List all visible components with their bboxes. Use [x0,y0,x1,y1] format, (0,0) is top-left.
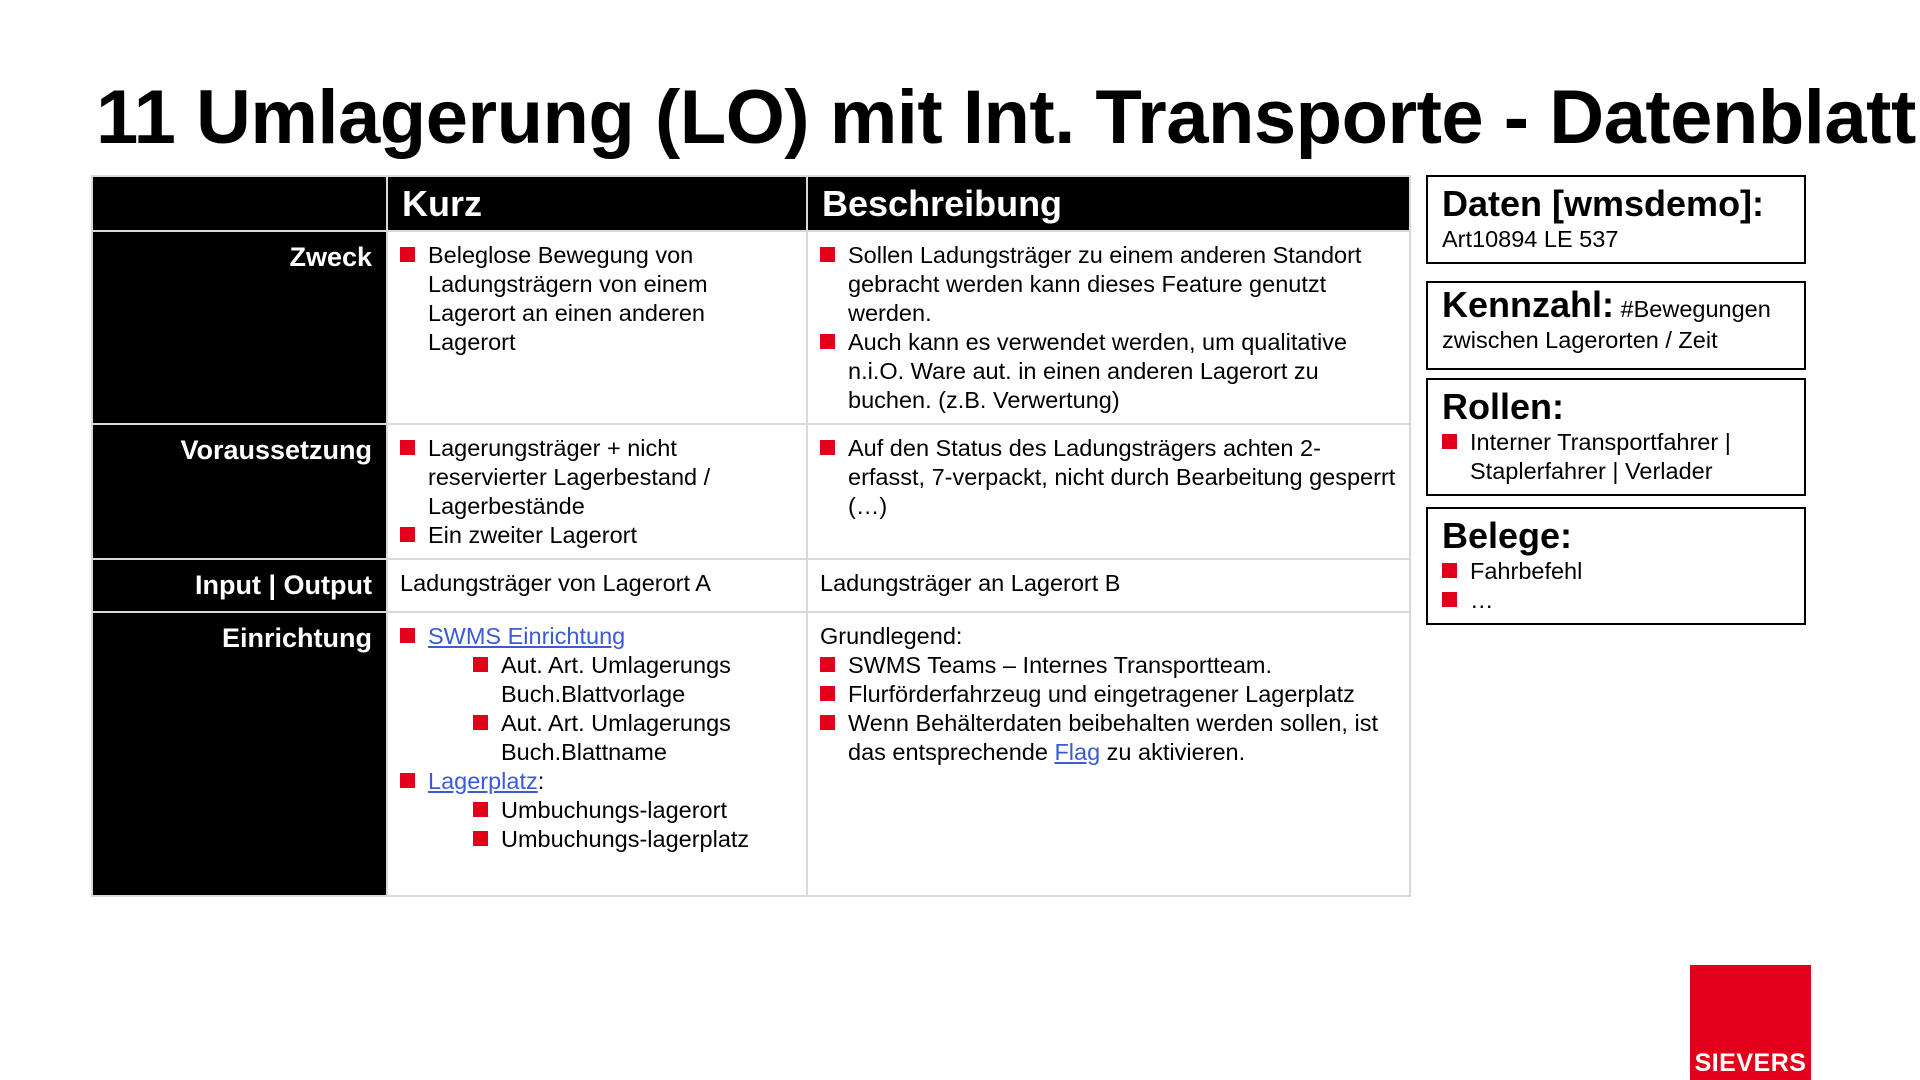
flag-link[interactable]: Flag [1054,739,1101,765]
belege-title: Belege: [1442,515,1573,556]
list-item [820,709,1397,767]
datasheet-table [91,175,1411,897]
list-item: Auch kann es verwendet werden, um qualitative n.i.O. Ware aut. in einen anderen Lagerort zu buchen. (z.B. Verwertung) [820,328,1397,415]
flag-text-before: Wenn Behälterdaten beibehalten werden sollen, ist das entsprechende [848,710,1378,765]
rollen-box [1426,378,1806,496]
daten-title: Daten [wmsdemo]: [1442,183,1765,224]
list-item: Umbuchungs-lagerplatz [400,825,794,854]
swms-einrichtung-link[interactable]: SWMS Einrichtung [428,623,626,649]
list-item: Aut. Art. Umlagerungs Buch.Blattvorlage [400,651,794,709]
header-kurz: Kurz [387,176,807,231]
rollen-title: Rollen: [1442,386,1564,427]
row-input-output [92,559,1410,612]
list-item: Ein zweiter Lagerort [400,521,794,550]
lagerplatz-link[interactable]: Lagerplatz [428,768,538,794]
sievers-logo: SIEVERS [1690,965,1811,1080]
io-beschreibung-cell: Ladungsträger an Lagerort B [807,559,1410,612]
table-header-row [92,176,1410,231]
row-label-voraussetzung: Voraussetzung [92,424,387,559]
page-title: 11 Umlagerung (LO) mit Int. Transporte - Datenblatt [96,75,1916,160]
daten-box [1426,175,1806,264]
list-item: Flurförderfahrzeug und eingetragener Lagerplatz [820,680,1397,709]
header-empty [92,176,387,231]
row-label-einrichtung: Einrichtung [92,612,387,896]
row-voraussetzung [92,424,1410,559]
einrichtung-kurz-cell [387,612,807,896]
list-item: Beleglose Bewegung von Ladungsträgern von einem Lagerort an einen anderen Lagerort [400,241,794,357]
row-einrichtung [92,612,1410,896]
kennzahl-value: #Bewegungen zwischen Lagerorten / Zeit [1442,296,1771,353]
grundlegend-label: Grundlegend: [820,623,963,649]
einrichtung-beschreibung-cell [807,612,1410,896]
kennzahl-label: Kennzahl: [1442,284,1615,325]
list-item [400,767,794,796]
list-item: Auf den Status des Ladungsträgers achten 2-erfasst, 7-verpackt, nicht durch Bearbeitung gesperrt (…) [820,434,1397,521]
list-item: Sollen Ladungsträger zu einem anderen Standort gebracht werden kann dieses Feature genutzt werden. [820,241,1397,328]
list-item: Fahrbefehl [1442,557,1790,586]
flag-text-after: zu aktivieren. [1100,739,1246,765]
row-zweck [92,231,1410,424]
row-label-input-output: Input | Output [92,559,387,612]
list-item: Lagerungsträger + nicht reservierter Lagerbestand / Lagerbestände [400,434,794,521]
lagerplatz-suffix: : [537,768,545,794]
list-item: SWMS Teams – Internes Transportteam. [820,651,1397,680]
zweck-beschreibung-cell [807,231,1410,424]
row-label-zweck: Zweck [92,231,387,424]
voraussetzung-beschreibung-cell [807,424,1410,559]
list-item: Aut. Art. Umlagerungs Buch.Blattname [400,709,794,767]
list-item [400,622,794,651]
list-item: Interner Transportfahrer | Staplerfahrer | Verlader [1442,428,1790,486]
header-beschreibung: Beschreibung [807,176,1410,231]
voraussetzung-kurz-cell [387,424,807,559]
belege-box [1426,507,1806,625]
zweck-kurz-cell [387,231,807,424]
io-kurz-cell: Ladungsträger von Lagerort A [387,559,807,612]
kennzahl-box [1426,281,1806,370]
list-item: … [1442,586,1790,615]
daten-value: Art10894 LE 537 [1442,226,1619,252]
list-item: Umbuchungs-lagerort [400,796,794,825]
